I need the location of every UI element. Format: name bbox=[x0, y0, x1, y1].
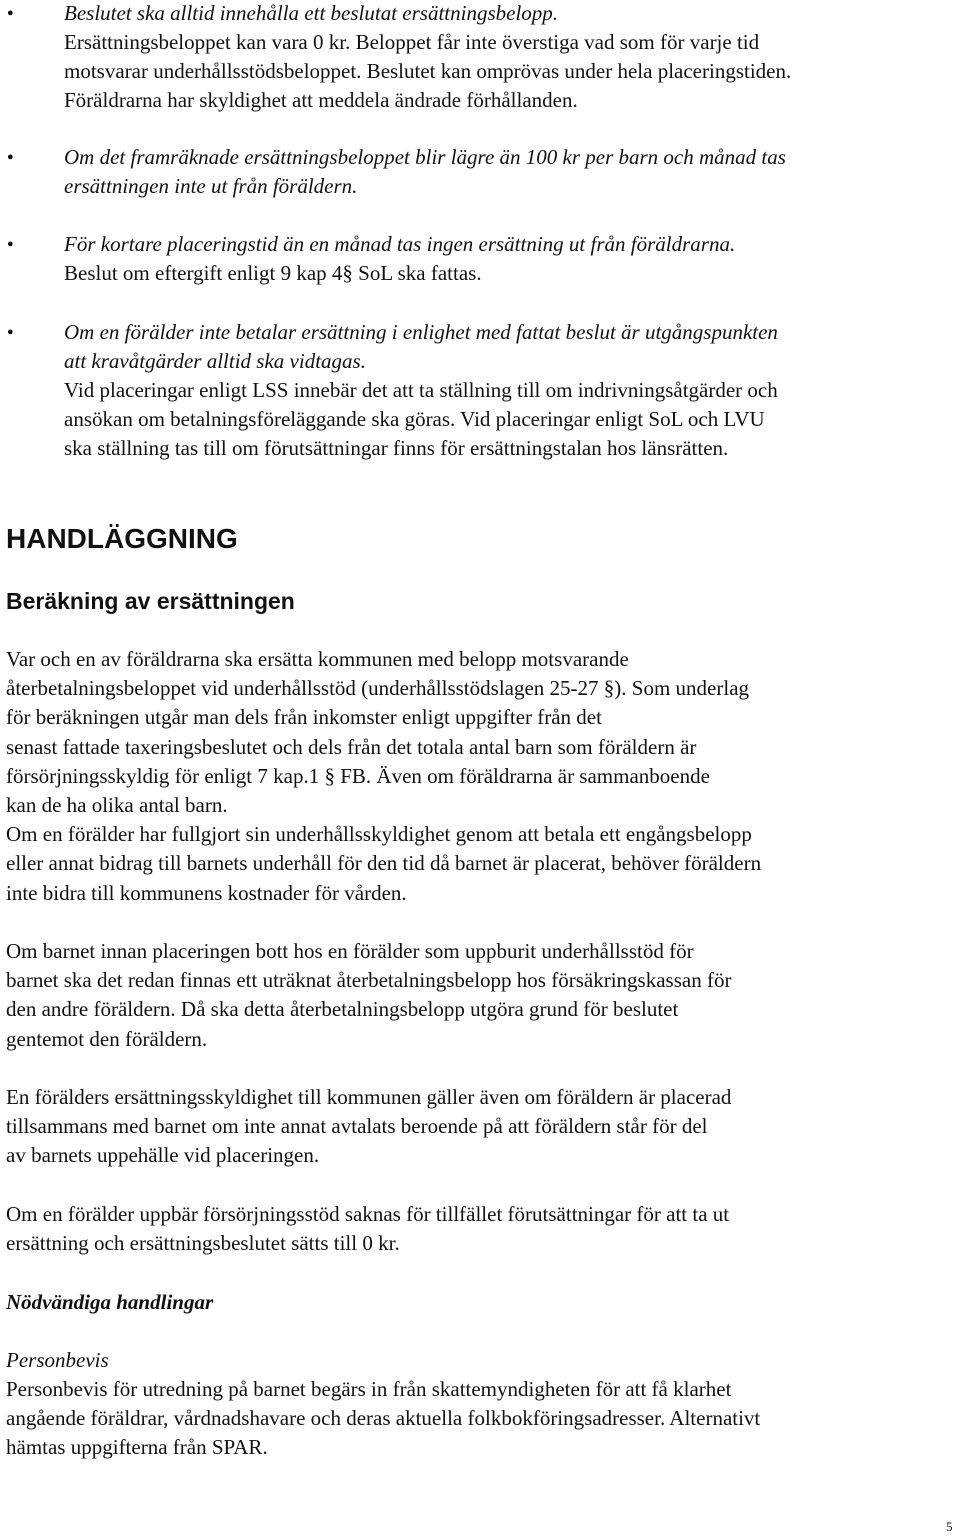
paragraph-line: Om en förälder har fullgjort sin underhållsskyldighet genom att betala ett engångsbelopp bbox=[6, 822, 752, 847]
bullet-text bbox=[64, 0, 952, 115]
bullet-dot: ● bbox=[7, 326, 14, 338]
bullet-line: Om det framräknade ersättningsbeloppet blir lägre än 100 kr per barn och månad tas bbox=[64, 145, 786, 169]
bullet-text bbox=[64, 318, 952, 463]
paragraph bbox=[6, 1375, 952, 1463]
paragraph-line: den andre föräldern. Då ska detta återbetalningsbelopp utgöra grund för beslutet bbox=[6, 997, 679, 1022]
bullet-line: motsvarar underhållsstödsbeloppet. Beslutet kan omprövas under hela placeringstiden. bbox=[64, 59, 792, 83]
bullet-line: Beslut om eftergift enligt 9 kap 4§ SoL ska fattas. bbox=[64, 261, 482, 285]
paragraph-line: kan de ha olika antal barn. bbox=[6, 793, 228, 818]
paragraph-line: för beräkningen utgår man dels från inkomster enligt uppgifter från det bbox=[6, 705, 602, 730]
bullet-line: ersättningen inte ut från föräldern. bbox=[64, 174, 358, 198]
paragraph bbox=[6, 1083, 952, 1171]
paragraph-line: ersättning och ersättningsbeslutet sätts till 0 kr. bbox=[6, 1231, 400, 1256]
paragraph-line: eller annat bidrag till barnets underhåll för den tid då barnet är placerat, behöver föräldern bbox=[6, 851, 762, 876]
bullet-line: Beslutet ska alltid innehålla ett beslutat ersättningsbelopp. bbox=[64, 1, 559, 25]
bullet-dot: ● bbox=[7, 151, 14, 163]
bullet-line: Vid placeringar enligt LSS innebär det att ta ställning till om indrivningsåtgärder och bbox=[64, 378, 778, 402]
paragraph-line: angående föräldrar, vårdnadshavare och deras aktuella folkbokföringsadresser. Alternativt bbox=[6, 1406, 761, 1431]
bullet-line: ansökan om betalningsföreläggande ska göras. Vid placeringar enligt SoL och LVU bbox=[64, 407, 765, 431]
paragraph-line: Var och en av föräldrarna ska ersätta kommunen med belopp motsvarande bbox=[6, 647, 629, 671]
paragraph-line: barnet ska det redan finnas ett uträknat återbetalningsbelopp hos försäkringskassan för bbox=[6, 968, 732, 993]
paragraph-line: tillsammans med barnet om inte annat avtalats beroende på att föräldern står för del bbox=[6, 1114, 708, 1139]
paragraph-line: Om en förälder uppbär försörjningsstöd saknas för tillfället förutsättningar för att ta ut bbox=[6, 1202, 730, 1226]
bullet-line: Föräldrarna har skyldighet att meddela ändrade förhållanden. bbox=[64, 88, 578, 112]
paragraph-line: En förälders ersättningsskyldighet till kommunen gäller även om föräldern är placerad bbox=[6, 1085, 732, 1109]
paragraph bbox=[6, 937, 952, 1054]
paragraph-line: Om barnet innan placeringen bott hos en förälder som uppburit underhållsstöd för bbox=[6, 939, 694, 963]
paragraph-line: försörjningsskyldig för enligt 7 kap.1 § FB. Även om föräldrarna är sammanboende bbox=[6, 763, 710, 788]
paragraph-line: Personbevis för utredning på barnet begärs in från skattemyndigheten för att få klarhet bbox=[6, 1377, 732, 1401]
subsection-title: Beräkning av ersättningen bbox=[6, 588, 295, 614]
bullet-text bbox=[64, 230, 952, 288]
paragraph bbox=[6, 1200, 952, 1258]
bullet-line: att kravåtgärder alltid ska vidtagas. bbox=[64, 349, 366, 373]
paragraph-line: senast fattade taxeringsbeslutet och dels från det totala antal barn som föräldern är bbox=[6, 734, 697, 759]
bullet-line: Ersättningsbeloppet kan vara 0 kr. Beloppet får inte överstiga vad som för varje tid bbox=[64, 30, 760, 54]
paragraph-line: av barnets uppehälle vid placeringen. bbox=[6, 1143, 320, 1168]
bullet-text bbox=[64, 143, 952, 201]
paragraph-line: inte bidra till kommunens kostnader för vården. bbox=[6, 880, 407, 905]
section-title: HANDLÄGGNING bbox=[6, 523, 238, 554]
page-number: 5 bbox=[946, 1519, 953, 1534]
bullet-dot: ● bbox=[7, 7, 14, 19]
paragraph-line: hämtas uppgifterna från SPAR. bbox=[6, 1435, 268, 1460]
paragraph-line: gentemot den föräldern. bbox=[6, 1026, 208, 1051]
paragraph-line: återbetalningsbeloppet vid underhållsstöd (underhållsstödslagen 25-27 §). Som underlag bbox=[6, 676, 750, 701]
subsection-heading: Personbevis bbox=[6, 1348, 109, 1372]
bullet-line: Om en förälder inte betalar ersättning i enlighet med fattat beslut är utgångspunkten bbox=[64, 320, 778, 344]
paragraph bbox=[6, 645, 952, 908]
bullet-dot: ● bbox=[7, 238, 14, 250]
bullet-line: ska ställning tas till om förutsättningar finns för ersättningstalan hos länsrätten. bbox=[64, 436, 729, 460]
section-heading: Nödvändiga handlingar bbox=[6, 1290, 214, 1314]
bullet-line: För kortare placeringstid än en månad tas ingen ersättning ut från föräldrarna. bbox=[64, 232, 736, 256]
